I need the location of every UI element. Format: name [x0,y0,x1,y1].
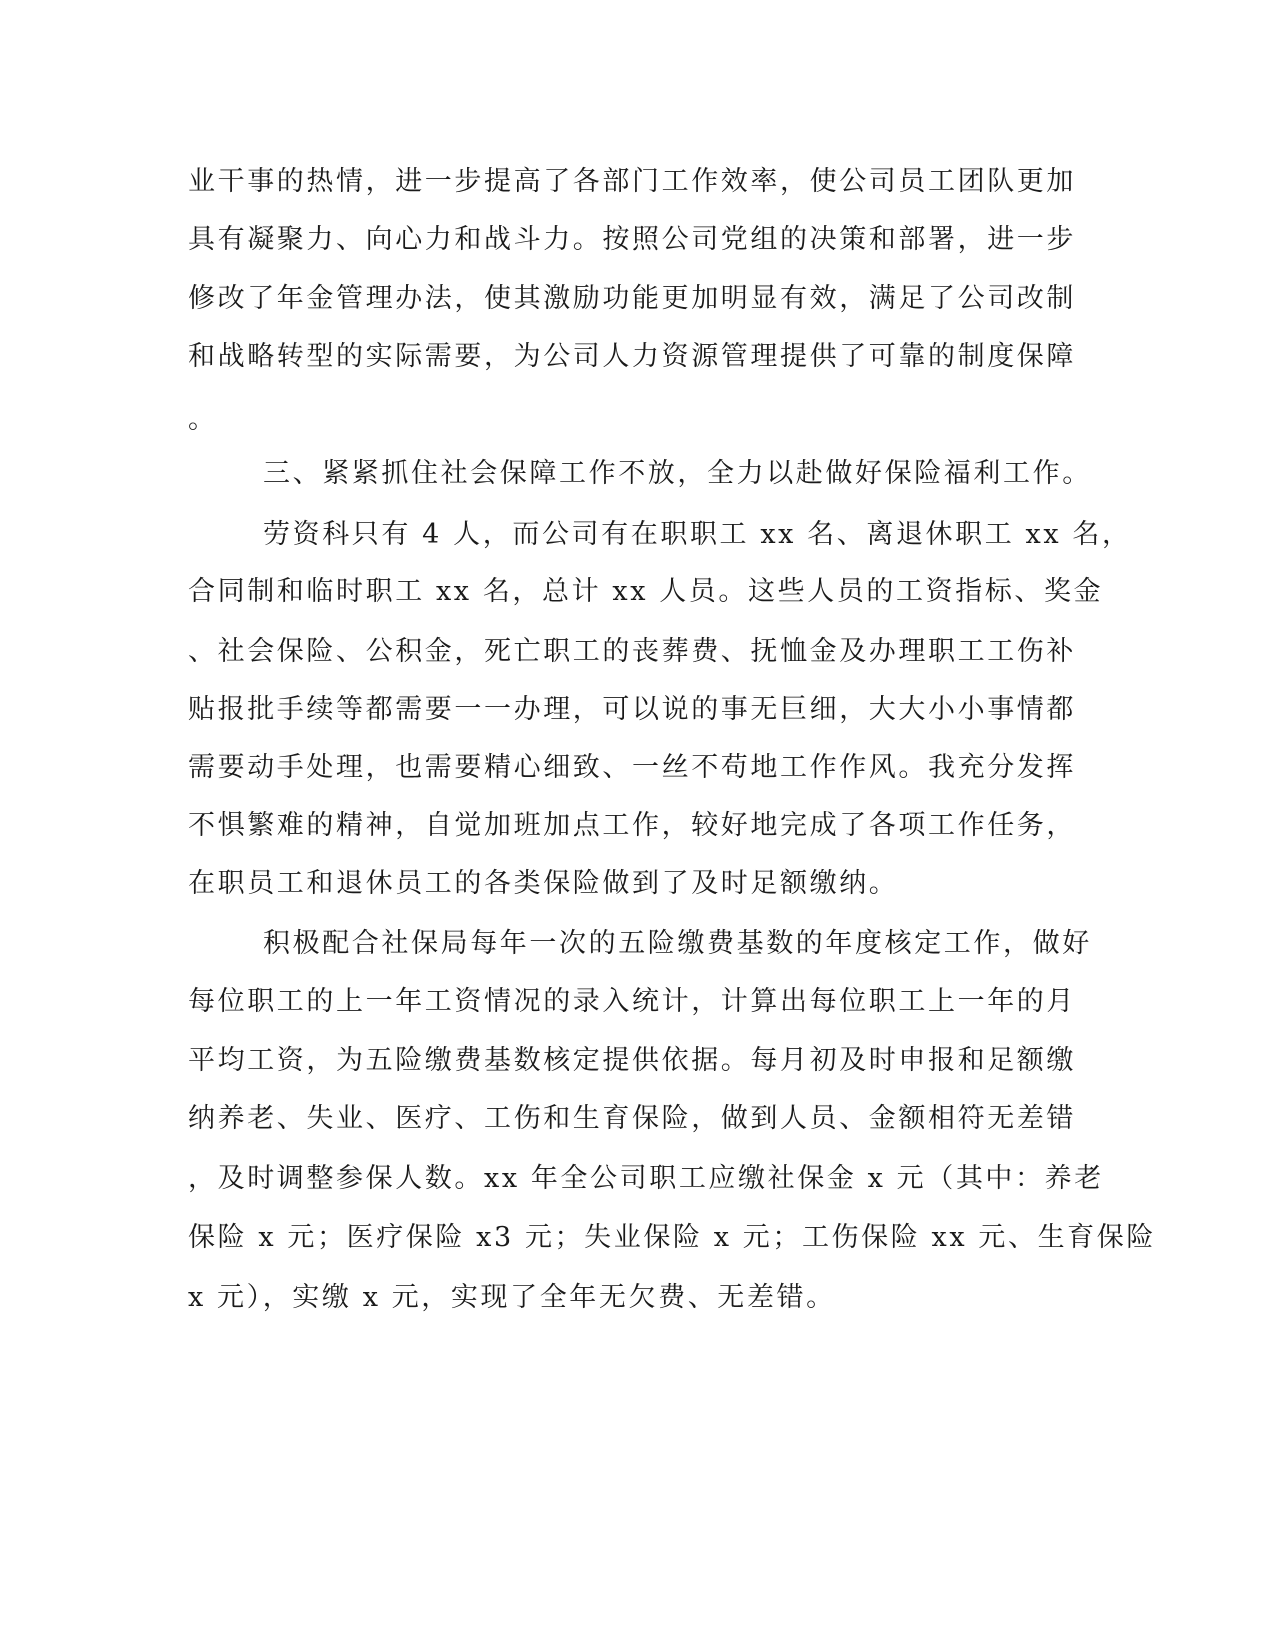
text-line: 在职员工和退休员工的各类保险做到了及时足额缴纳。 [188,868,899,899]
text-line: 合同制和临时职工 xx 名，总计 xx 人员。这些人员的工资指标、奖金 [188,576,1104,607]
text-line: 需要动手处理，也需要精心细致、一丝不苟地工作作风。我充分发挥 [188,752,1076,783]
text-line: x 元），实缴 x 元，实现了全年无欠费、无差错。 [188,1282,836,1313]
text-line: 贴报批手续等都需要一一办理，可以说的事无巨细，大大小小事情都 [188,694,1076,725]
text-line: 每位职工的上一年工资情况的录入统计，计算出每位职工上一年的月 [188,986,1076,1017]
text-line: 保险 x 元；医疗保险 x3 元；失业保险 x 元；工伤保险 xx 元、生育保险 [188,1222,1156,1253]
text-line: 纳养老、失业、医疗、工伤和生育保险，做到人员、金额相符无差错 [188,1103,1076,1134]
text-line: 和战略转型的实际需要，为公司人力资源管理提供了可靠的制度保障 [188,341,1076,372]
text-line: 不惧繁难的精神，自觉加班加点工作，较好地完成了各项工作任务， [188,810,1076,841]
text-line: 业干事的热情，进一步提高了各部门工作效率，使公司员工团队更加 [188,166,1076,197]
text-line: 修改了年金管理办法，使其激励功能更加明显有效，满足了公司改制 [188,283,1076,314]
text-line: 、社会保险、公积金，死亡职工的丧葬费、抚恤金及办理职工工伤补 [188,636,1076,667]
text-line: 劳资科只有 4 人，而公司有在职职工 xx 名、离退休职工 xx 名， [263,519,1132,550]
text-line: 。 [188,404,218,435]
section-heading: 三、紧紧抓住社会保障工作不放，全力以赴做好保险福利工作。 [263,458,1092,489]
text-line: 平均工资，为五险缴费基数核定提供依据。每月初及时申报和足额缴 [188,1045,1076,1076]
text-line: 积极配合社保局每年一次的五险缴费基数的年度核定工作，做好 [263,928,1092,959]
text-line: 具有凝聚力、向心力和战斗力。按照公司党组的决策和部署，进一步 [188,224,1076,255]
text-line: ，及时调整参保人数。xx 年全公司职工应缴社保金 x 元（其中：养老 [188,1163,1104,1194]
